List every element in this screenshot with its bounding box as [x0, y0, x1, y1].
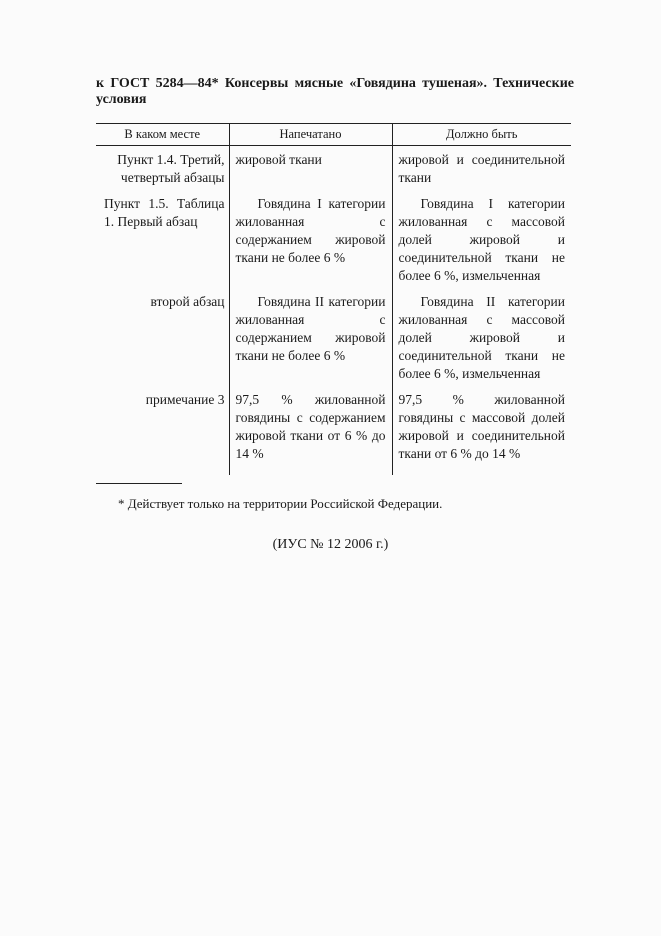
- cell-should-be: Говядина II категории жилованная с массовой долей жировой и соединительной ткани не более 6 %, измельченная: [392, 293, 571, 391]
- table-row: [96, 293, 571, 391]
- header-should-be: Должно быть: [392, 124, 571, 146]
- cell-should-be: Говядина I категории жилованная с массовой долей жировой и соединительной ткани не более 6 %, измельченная: [392, 195, 571, 293]
- cell-should-be: жировой и соединительной ткани: [392, 146, 571, 196]
- cell-printed: жировой ткани: [229, 146, 392, 196]
- footnote-divider: [96, 483, 182, 484]
- table-row: [96, 195, 571, 293]
- cell-printed: Говядина I категории жилованная с содержанием жировой ткани не более 6 %: [229, 195, 392, 293]
- table-header-row: [96, 124, 571, 146]
- cell-place: второй абзац: [150, 294, 225, 309]
- source-reference: (ИУС № 12 2006 г.): [272, 537, 389, 552]
- header-printed: Напечатано: [229, 124, 392, 146]
- document-heading: к ГОСТ 5284—84* Консервы мясные «Говядина тушеная». Технические условия: [96, 76, 574, 107]
- cell-place: Пункт 1.4. Третий, четвертый абзацы: [117, 152, 225, 185]
- amendment-table: [96, 123, 571, 475]
- table-row: [96, 391, 571, 475]
- cell-printed: Говядина II категории жилованная с содержанием жировой ткани не более 6 %: [229, 293, 392, 391]
- cell-place: Пункт 1.5. Таблица 1. Первый абзац: [104, 196, 225, 229]
- header-place: В каком месте: [96, 124, 229, 146]
- footnote: * Действует только на территории Российской Федерации.: [118, 496, 443, 511]
- table-row: [96, 146, 571, 196]
- cell-place: примечание 3: [145, 392, 225, 407]
- cell-printed: 97,5 % жилованной говядины с содержанием жировой ткани от 6 % до 14 %: [229, 391, 392, 475]
- cell-should-be: 97,5 % жилованной говядины с массовой долей жировой и соединительной ткани от 6 % до 14 %: [392, 391, 571, 475]
